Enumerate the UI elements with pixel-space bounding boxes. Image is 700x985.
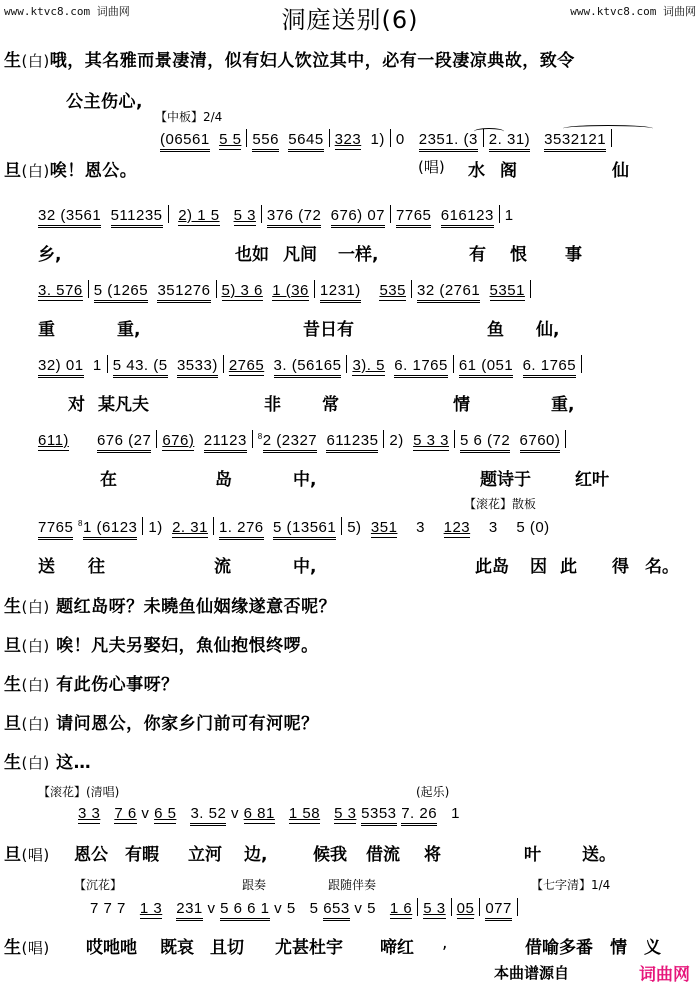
lyric: 流 <box>214 557 231 577</box>
lyric: 重, <box>117 320 141 340</box>
lyric: 此 <box>560 557 577 577</box>
lyric: 仙 <box>612 161 629 181</box>
lyric: 此岛 <box>475 557 509 577</box>
dialogue-text: 这… <box>56 753 92 773</box>
watermark-left: www.ktvc8.com 词曲网 <box>4 5 130 18</box>
singing-line-2 <box>4 933 50 958</box>
tempo-label: 【滚花】(清唱) <box>38 785 120 799</box>
brand-logo: 词曲网 <box>639 965 690 985</box>
dialogue-text: 题红岛呀？未曉鱼仙姻缘遂意否呢？ <box>56 597 337 617</box>
lyric: 往 <box>88 557 105 577</box>
lyric: 阁 <box>500 161 517 181</box>
dialogue-text: 唉！凡夫另娶妇，魚仙抱恨终啰。 <box>56 636 319 656</box>
role: 旦 <box>4 714 22 734</box>
lyric: 凡间 <box>283 245 317 265</box>
dialogue-line-2 <box>66 87 143 112</box>
mode: (白) <box>21 598 50 616</box>
lyric: 啼红 <box>380 938 414 958</box>
annotation: (起乐) <box>416 785 450 799</box>
watermark-right: www.ktvc8.com 词曲网 <box>570 5 696 18</box>
role: 旦 <box>4 845 22 865</box>
annotation: 跟奏 <box>242 878 267 892</box>
lyric: 既哀 <box>160 938 194 958</box>
mode: (白) <box>21 676 50 694</box>
lyric: 题诗于 <box>480 470 531 490</box>
lyric: 中, <box>293 557 317 577</box>
lyric: 有 <box>469 245 486 265</box>
lyric: 立河 <box>188 845 222 865</box>
lyric: 义 <box>644 938 661 958</box>
mode: (白) <box>21 162 50 180</box>
role: 生 <box>4 938 22 958</box>
dialogue-line-7 <box>4 709 319 734</box>
lyric: 尤甚杜宇 <box>275 938 343 958</box>
lyric: 鱼 <box>487 320 504 340</box>
lyric: 岛 <box>215 470 232 490</box>
lyric: 在 <box>100 470 117 490</box>
role: 生 <box>4 753 22 773</box>
dialogue-line-4 <box>4 592 336 617</box>
lyric: 重, <box>551 395 575 415</box>
lyric: 某凡夫 <box>98 395 149 415</box>
mode: (白) <box>21 715 50 733</box>
tempo-label: 【中板】2/4 <box>155 110 223 124</box>
lyric: 叶 <box>524 845 541 865</box>
singing-line-1 <box>4 840 50 865</box>
lyric: 非 <box>264 395 281 415</box>
lyric: 将 <box>424 845 441 865</box>
dialogue-text: 请问恩公，你家乡门前可有河呢？ <box>56 714 319 734</box>
lyric: 送 <box>38 557 55 577</box>
lyric: 有暇 <box>125 845 159 865</box>
lyric: 事 <box>565 245 582 265</box>
lyric: 情 <box>453 395 470 415</box>
lyric: 红叶 <box>575 470 609 490</box>
mode: (唱) <box>21 939 50 957</box>
page-title: 洞庭送别(6) <box>281 6 419 34</box>
dialogue-text: 公主伤心, <box>66 92 143 112</box>
notation-row-5: 611) 676 (27 676) 21123 $^8$2 (2327 611235 2) 5 3 3 5 6 (72 6760) <box>38 430 571 449</box>
dialogue-line-8 <box>4 748 91 773</box>
lyric: 因 <box>530 557 547 577</box>
lyric: 借喻多番 <box>525 938 593 958</box>
dialogue-text: 唉！恩公。 <box>49 161 138 181</box>
lyric: 昔日有 <box>303 320 354 340</box>
lyric: 一样, <box>338 245 379 265</box>
notation-row-6: 7765 $^8$1 (6123 1) 2. 31 1. 276 5 (13561 5) 351 3 123 3 5 (0) <box>38 517 550 536</box>
lyric: 名。 <box>645 557 679 577</box>
tempo-label: 【沉花】 <box>74 878 123 892</box>
notation-row-1: (06561 5 5 556 5645 323 1) 0 2351. (3 2. 31) 3532121 <box>160 129 617 148</box>
lyric: 候我 <box>313 845 347 865</box>
notation-row-8: 7 7 7 1 3 231 v 5 6 6 1 v 5 5 653 v 5 1 6 5 3 05 077 <box>90 898 523 917</box>
role: 生 <box>4 675 22 695</box>
role: 旦 <box>4 636 22 656</box>
sing-mark: (唱) <box>418 158 445 176</box>
lyric: 且切 <box>210 938 244 958</box>
lyric: 情 <box>610 938 627 958</box>
mode: (唱) <box>21 846 50 864</box>
tempo-label: 【七字清】1/4 <box>531 878 611 892</box>
dialogue-text: 有此伤心事呀？ <box>56 675 179 695</box>
lyric: 借流 <box>366 845 400 865</box>
notation-row-2: 32 (3561 511235 2) 1 5 5 3 376 (72 676) 07 7765 616123 1 <box>38 205 514 224</box>
lyric: 中, <box>293 470 317 490</box>
lyric: 哎吔吔 <box>86 938 137 958</box>
mode: (白) <box>21 754 50 772</box>
dialogue-line-1 <box>4 46 575 71</box>
dialogue-line-6 <box>4 670 179 695</box>
lyric: 水 <box>468 161 485 181</box>
lyric: 乡, <box>38 245 62 265</box>
lyric: 也如 <box>235 245 269 265</box>
lyric: 恩公 <box>74 845 108 865</box>
notation-row-7: 3 3 7 6 v 6 5 3. 52 v 6 81 1 58 5 3 5353 7. 26 1 <box>78 805 460 822</box>
mode: (白) <box>21 637 50 655</box>
dialogue-line-3 <box>4 156 137 181</box>
role: 生 <box>4 597 22 617</box>
lyric: 送。 <box>582 845 616 865</box>
lyric: , <box>442 933 448 953</box>
annotation: 跟随伴奏 <box>328 878 377 892</box>
lyric: 重 <box>38 320 55 340</box>
notation-row-4: 32) 01 1 5 43. (5 3533) 2765 3. (56165 3). 5 6. 1765 61 (051 6. 1765 <box>38 355 587 374</box>
lyric: 恨 <box>510 245 527 265</box>
role: 旦 <box>4 161 22 181</box>
dialogue-line-5 <box>4 631 319 656</box>
lyric: 仙, <box>536 320 560 340</box>
lyric: 对 <box>68 395 85 415</box>
tempo-label: 【滚花】散板 <box>464 497 537 511</box>
lyric: 常 <box>322 395 339 415</box>
lyric: 边, <box>244 845 268 865</box>
source-credit: 本曲谱源自 <box>494 964 570 982</box>
role: 生 <box>4 51 22 71</box>
dialogue-text: 哦，其名雅而景凄清，似有妇人饮泣其中，必有一段凄凉典故，致令 <box>49 51 575 71</box>
mode: (白) <box>21 52 50 70</box>
notation-row-3: 3. 576 5 (1265 351276 5) 3 6 1 (36 1231) 535 32 (2761 5351 <box>38 280 536 299</box>
lyric: 得 <box>612 557 629 577</box>
